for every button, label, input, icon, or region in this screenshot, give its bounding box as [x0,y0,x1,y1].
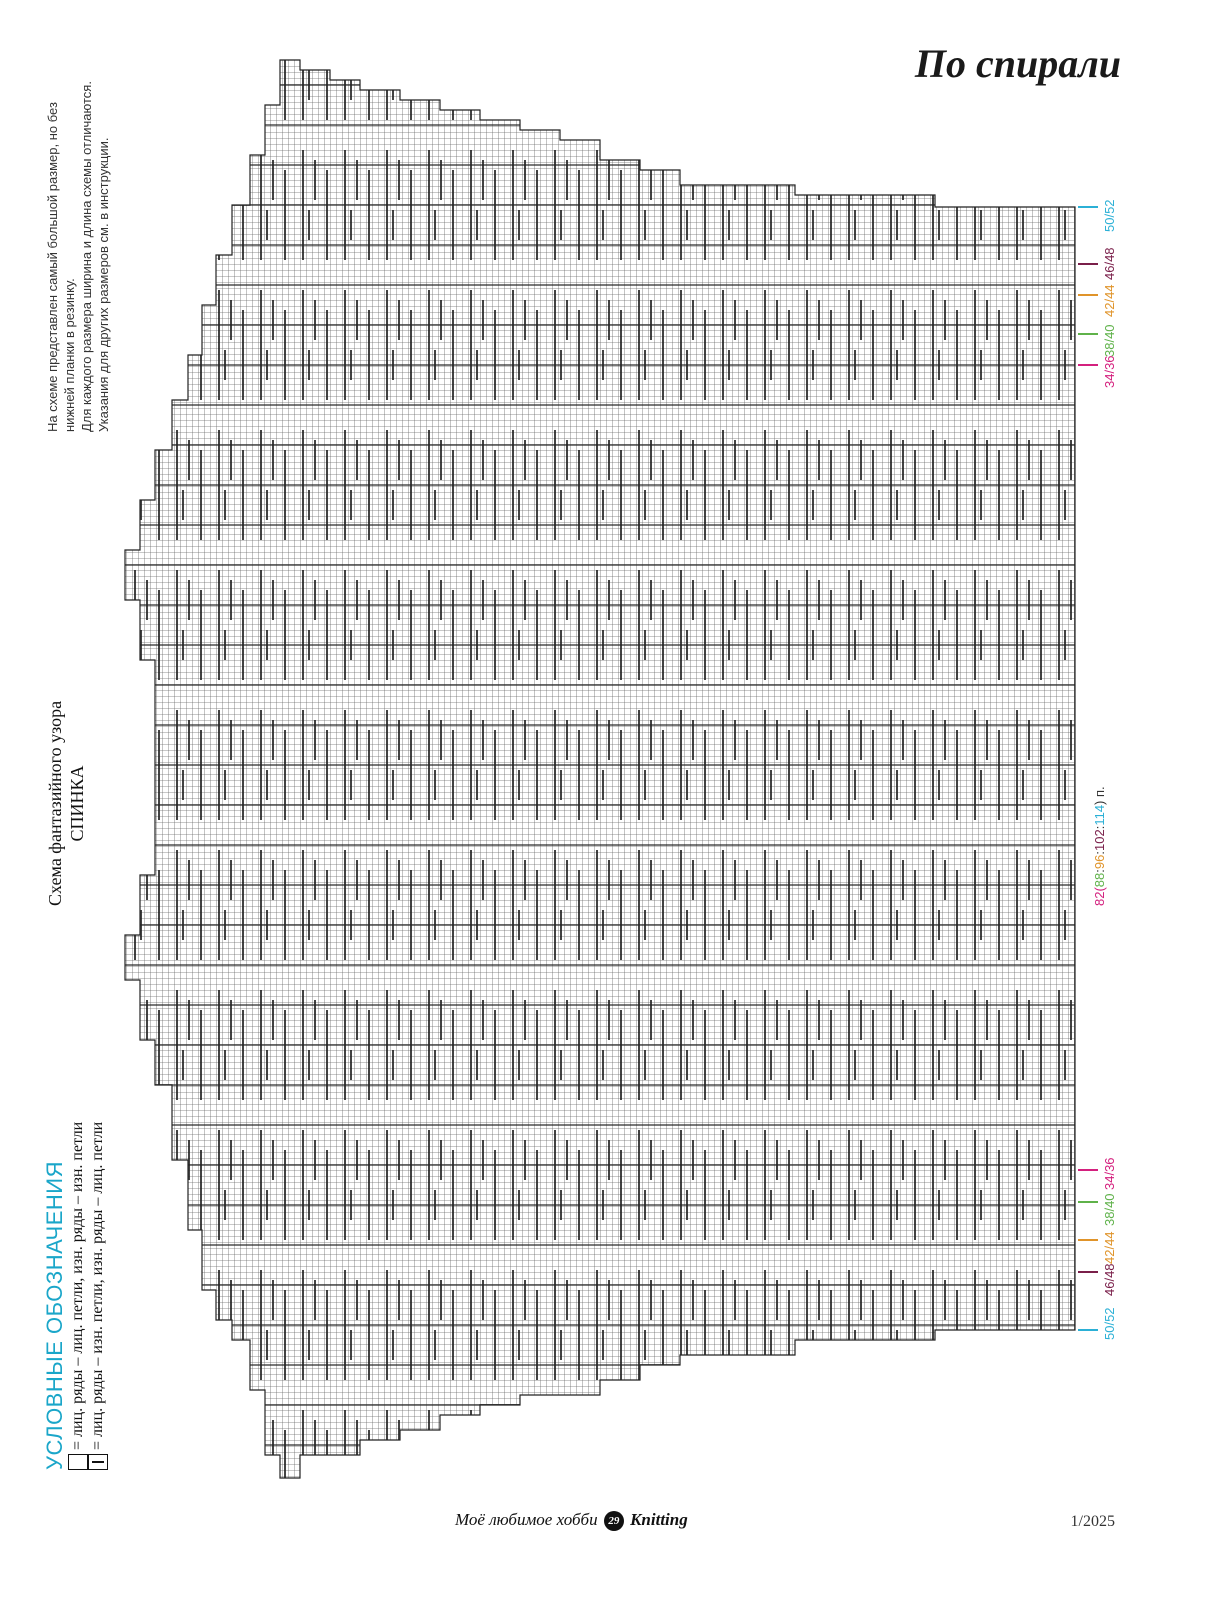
stitch-count-part: ) п. [1092,786,1107,805]
size-label-34-36-top: 34/36 [1102,355,1117,388]
size-label-50-52-bottom: 50/52 [1102,1307,1117,1340]
stitch-count-part: : [1092,825,1107,830]
note-line: На схеме представлен самый большой размер, но без [45,102,60,432]
size-markers-top [1078,207,1098,365]
size-label-38-40-bottom: 38/40 [1102,1193,1117,1226]
stitch-count-part: 82 [1092,891,1107,906]
stitch-count-part: 96 [1092,854,1107,870]
legend-title: УСЛОВНЫЕ ОБОЗНАЧЕНИЯ [42,1161,67,1470]
page-number: 29 [604,1511,624,1531]
stitch-count-part: ( [1092,887,1107,892]
page-title: По спирали [914,41,1121,86]
size-label-46-48-top: 46/48 [1102,247,1117,280]
note-line: Указания для других размеров см. в инструкции. [96,137,111,432]
size-label-50-52-top: 50/52 [1102,199,1117,232]
chart-title-line2: СПИНКА [67,765,87,842]
note-line: нижней планки в резинку. [62,278,77,432]
chart-title-line1: Схема фантазийного узора [45,700,65,906]
size-label-34-36-bottom: 34/36 [1102,1157,1117,1190]
footer-issue: 1/2025 [1070,1513,1115,1530]
size-label-38-40-top: 38/40 [1102,324,1117,357]
footer-knitting: Knitting [630,1510,688,1529]
stitch-count [1092,786,1107,906]
stitch-count-part: : [1092,851,1107,855]
footer-brand [455,1510,688,1531]
stitch-count-part: 114 [1092,804,1107,826]
note-line: Для каждого размера ширина и длина схемы отличаются. [79,81,94,432]
chart-grid [125,60,1075,1478]
stitch-count-part: 102 [1092,829,1107,851]
size-markers-bottom [1078,1170,1098,1330]
footer-magazine: Моё любимое хобби [455,1510,598,1529]
stitch-count-part: 88 [1092,872,1107,888]
size-label-42-44-bottom: 42/44 [1102,1231,1117,1264]
size-label-42-44-top: 42/44 [1102,284,1117,317]
legend-item-label: = лиц. ряды – лиц. петли, изн. ряды – изн. петли [69,1121,86,1450]
legend-item-label: = лиц. ряды – изн. петли, изн. ряды – лиц. петли [89,1121,106,1450]
stitch-count-part: : [1092,869,1107,873]
size-label-46-48-bottom: 46/48 [1102,1263,1117,1296]
